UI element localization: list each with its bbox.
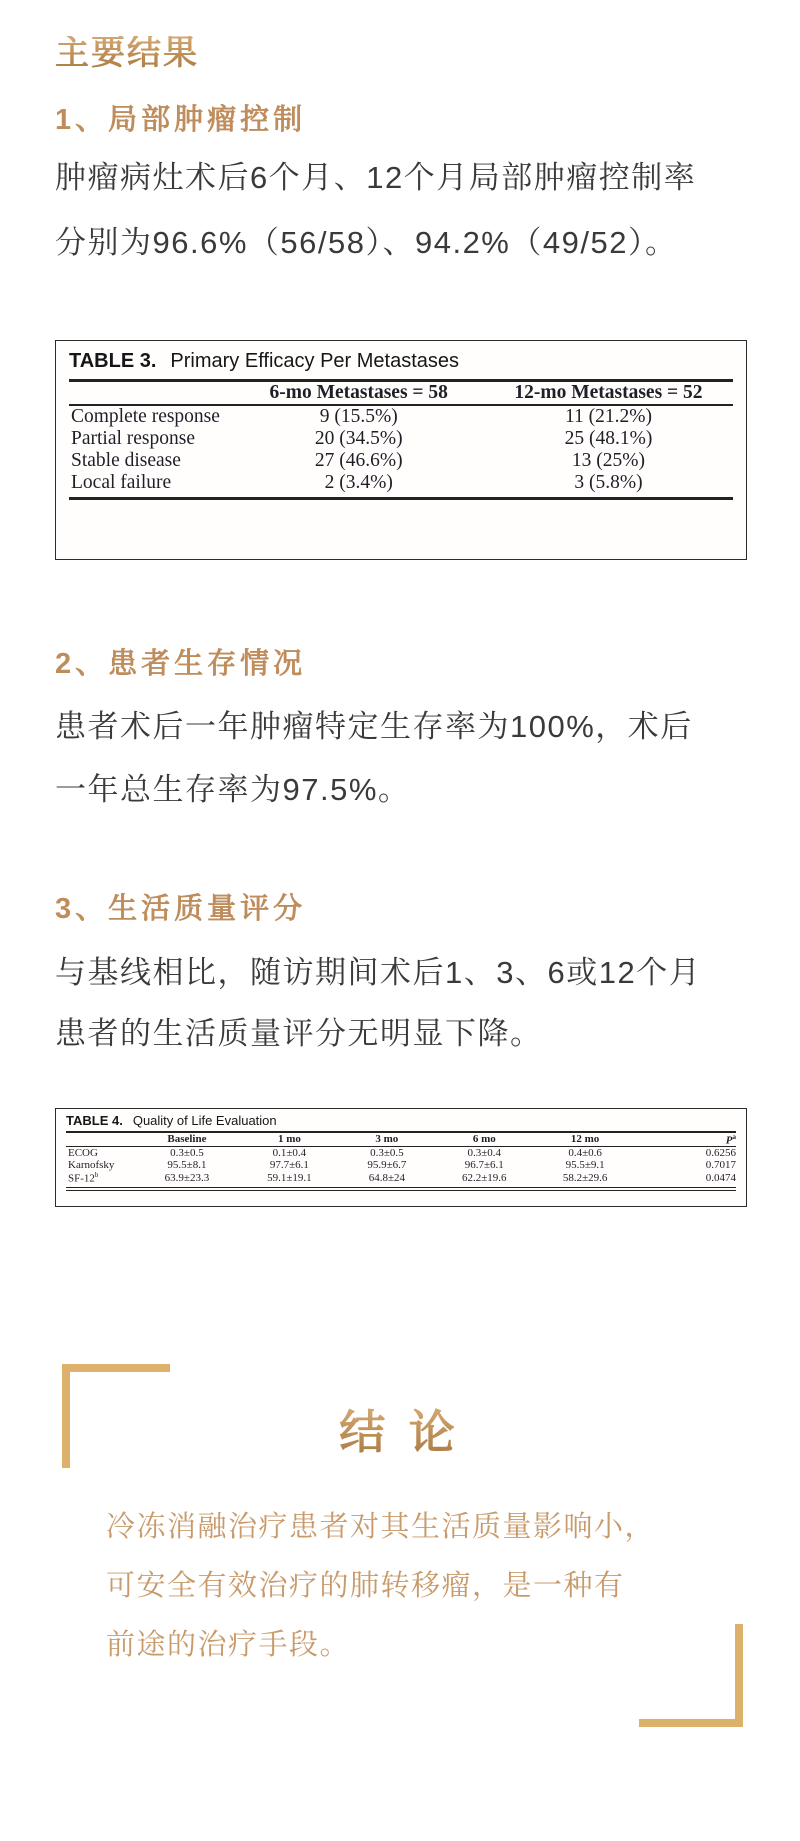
paragraph-line: 患者术后一年肿瘤特定生存率为100%，术后	[55, 709, 693, 744]
cell-value: 25 (48.1%)	[564, 428, 653, 449]
row-label: ECOG	[68, 1147, 98, 1160]
cell-value: 3 (5.8%)	[574, 472, 643, 493]
section-2-paragraph	[55, 695, 755, 821]
table-4-body	[66, 1147, 738, 1185]
cell-value: 58.2±29.6	[562, 1172, 608, 1185]
empty-header-cell	[69, 382, 236, 404]
paragraph-line: 一年总生存率为97.5%。	[55, 772, 411, 807]
cell-value: 27 (46.6%)	[314, 450, 403, 471]
table-3-title: Primary Efficacy Per Metastases	[170, 350, 460, 372]
table-row	[69, 406, 735, 428]
cell-value: 0.3±0.5	[370, 1147, 404, 1160]
cell-value: 2 (3.4%)	[324, 472, 393, 493]
conclusion-paragraph	[106, 1498, 726, 1675]
table-3-label: TABLE 3.	[69, 350, 157, 372]
table-4	[55, 1108, 747, 1207]
column-header: 3 mo	[375, 1133, 399, 1146]
row-label: SF-12$^b$	[68, 1171, 99, 1185]
row-label: Karnofsky	[68, 1159, 115, 1172]
cell-value: 0.4±0.6	[568, 1147, 602, 1160]
column-header: 6-mo Metastases = 58	[269, 381, 448, 403]
cell-value: 20 (34.5%)	[314, 428, 403, 449]
p-value: 0.6256	[705, 1147, 736, 1160]
table-4-label: TABLE 4.	[66, 1113, 123, 1128]
column-header: Baseline	[167, 1133, 207, 1146]
table-row	[66, 1171, 738, 1185]
table-row	[69, 450, 735, 472]
table-4-header-row	[66, 1133, 738, 1147]
table-4-header	[66, 1133, 738, 1147]
corner-bracket-bottom-right	[639, 1624, 743, 1727]
table-row	[69, 472, 735, 494]
empty-header-cell	[66, 1133, 133, 1147]
p-value: 0.0474	[705, 1172, 736, 1185]
page-title: 主要结果	[55, 35, 199, 72]
cell-value: 0.1±0.4	[272, 1147, 307, 1160]
table-bottom-double-rule	[66, 1187, 736, 1191]
cell-value: 62.2±19.6	[462, 1172, 507, 1185]
p-value-header: $P^a$	[725, 1132, 736, 1147]
row-label: Local failure	[71, 472, 172, 493]
paragraph-line: 前途的治疗手段。	[106, 1629, 351, 1661]
table-row	[69, 428, 735, 450]
row-label: Partial response	[71, 428, 196, 449]
cell-value: 97.7±6.1	[269, 1159, 309, 1172]
row-label: Complete response	[71, 406, 220, 427]
table-4-caption	[56, 1109, 746, 1131]
table-row	[66, 1159, 738, 1171]
p-value: 0.7017	[705, 1159, 736, 1172]
table-3-caption	[56, 341, 746, 379]
cell-value: 0.3±0.4	[467, 1147, 502, 1160]
table-3-body	[69, 406, 735, 494]
cell-value: 64.8±24	[368, 1172, 405, 1185]
paragraph-line: 冷冻消融治疗患者对其生活质量影响小，	[106, 1511, 656, 1543]
section-2-heading: 2、患者生存情况	[55, 648, 307, 680]
table-row	[66, 1147, 738, 1159]
column-header: 6 mo	[472, 1133, 496, 1146]
paragraph-line: 肿瘤病灶术后6个月、12个月局部肿瘤控制率	[55, 160, 697, 195]
cell-value: 96.7±6.1	[464, 1159, 504, 1172]
table-3-grid	[69, 382, 735, 404]
table-3	[55, 340, 747, 560]
conclusion-title: 结 论	[0, 1408, 800, 1459]
cell-value: 13 (25%)	[571, 450, 645, 471]
cell-value: 63.9±23.3	[164, 1172, 210, 1185]
paragraph-line: 可安全有效治疗的肺转移瘤，是一种有	[106, 1570, 625, 1602]
section-3-heading: 3、生活质量评分	[55, 893, 307, 925]
column-header: 12 mo	[570, 1133, 600, 1146]
cell-value: 9 (15.5%)	[319, 406, 398, 427]
table-3-header-row	[69, 382, 735, 404]
cell-value: 0.3±0.5	[170, 1147, 204, 1160]
paragraph-line: 分别为96.6%（56/58）、94.2%（49/52）。	[55, 225, 678, 260]
paragraph-line: 与基线相比，随访期间术后1、3、6或12个月	[55, 955, 702, 990]
column-header: 1 mo	[277, 1133, 301, 1146]
table-bottom-rule	[69, 497, 733, 500]
cell-value: 95.5±9.1	[565, 1159, 605, 1172]
row-label: Stable disease	[71, 450, 181, 471]
cell-value: 11 (21.2%)	[564, 406, 652, 427]
section-3-paragraph	[55, 942, 755, 1064]
cell-value: 95.5±8.1	[167, 1159, 207, 1172]
cell-value: 59.1±19.1	[267, 1172, 312, 1185]
column-header: 12-mo Metastases = 52	[514, 381, 703, 403]
table-4-title: Quality of Life Evaluation	[132, 1113, 277, 1128]
section-1-heading: 1、局部肿瘤控制	[55, 104, 307, 136]
cell-value: 95.9±6.7	[367, 1159, 407, 1172]
section-1-paragraph	[55, 145, 755, 275]
paragraph-line: 患者的生活质量评分无明显下降。	[55, 1016, 543, 1051]
